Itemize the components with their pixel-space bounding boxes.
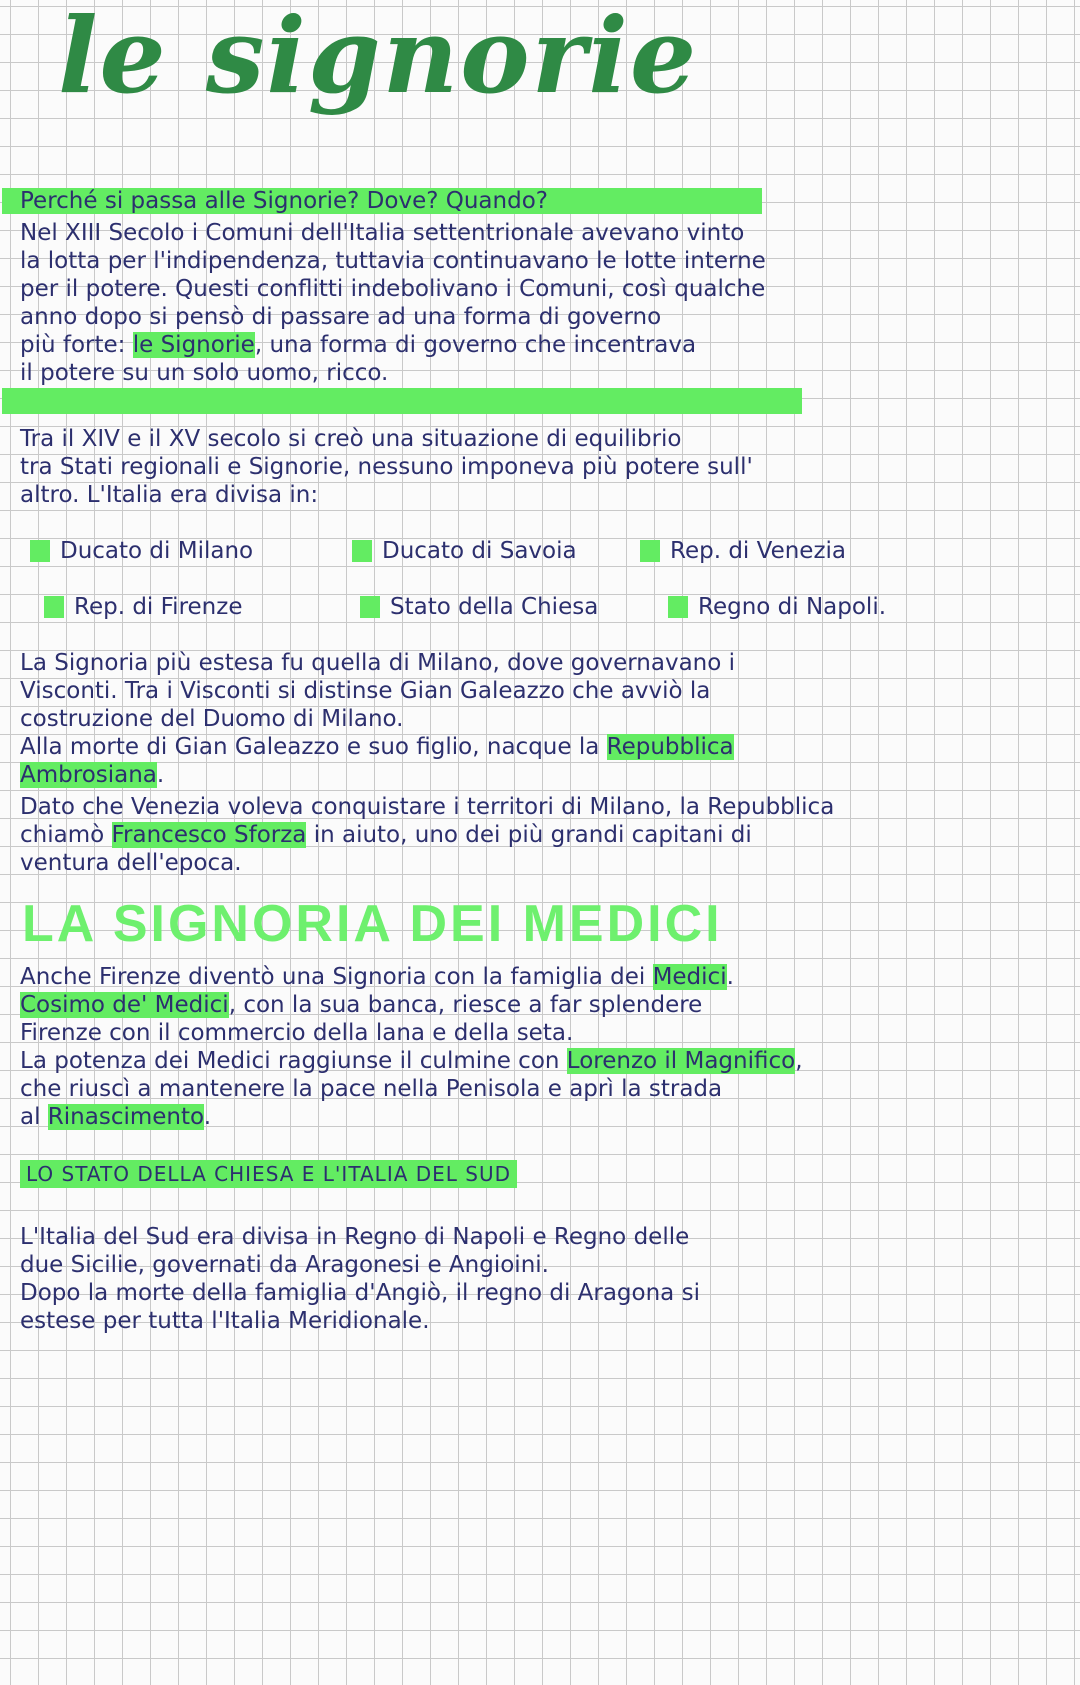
state-item: Ducato di Milano: [30, 538, 253, 564]
sud-line-3: Dopo la morte della famiglia d'Angiò, il regno di Aragona si: [20, 1280, 700, 1306]
milano-line-8: ventura dell'epoca.: [20, 850, 242, 876]
intro-line-5: più forte: le Signorie, una forma di governo che incentrava: [20, 332, 697, 358]
medici-line-6: al Rinascimento.: [20, 1104, 211, 1130]
signorie-highlight: le Signorie: [132, 332, 255, 358]
medici-line-4: La potenza dei Medici raggiunse il culmine con Lorenzo il Magnifico,: [20, 1048, 803, 1074]
ambrosiana-highlight: Ambrosiana: [20, 762, 157, 788]
divider-highlight: [2, 388, 802, 414]
sforza-highlight: Francesco Sforza: [111, 822, 307, 848]
state-item: Regno di Napoli.: [668, 594, 886, 620]
medici-line-5: che riuscì a mantenere la pace nella Penisola e aprì la strada: [20, 1076, 723, 1102]
milano-line-5: Ambrosiana.: [20, 762, 165, 788]
repubblica-highlight: Repubblica: [606, 734, 734, 760]
green-square-icon: [44, 596, 64, 618]
milano-line-1: La Signoria più estesa fu quella di Milano, dove governavano i: [20, 650, 736, 676]
lorenzo-highlight: Lorenzo il Magnifico: [566, 1048, 796, 1074]
state-item: Ducato di Savoia: [352, 538, 577, 564]
state-item: Rep. di Firenze: [44, 594, 242, 620]
sud-line-4: estese per tutta l'Italia Meridionale.: [20, 1308, 430, 1334]
state-item: Stato della Chiesa: [360, 594, 598, 620]
medici-line-3: Firenze con il commercio della lana e della seta.: [20, 1020, 574, 1046]
green-square-icon: [30, 540, 50, 562]
equilibrio-line-2: tra Stati regionali e Signorie, nessuno imponeva più potere sull': [20, 454, 753, 480]
sud-heading: LO STATO DELLA CHIESA E L'ITALIA DEL SUD: [20, 1160, 517, 1188]
milano-line-6: Dato che Venezia voleva conquistare i territori di Milano, la Repubblica: [20, 794, 835, 820]
intro-line-1: Nel XIII Secolo i Comuni dell'Italia settentrionale avevano vinto: [20, 220, 745, 246]
cosimo-highlight: Cosimo de' Medici: [20, 992, 229, 1018]
rinascimento-highlight: Rinascimento: [47, 1104, 204, 1130]
milano-line-7: chiamò Francesco Sforza in aiuto, uno dei più grandi capitani di: [20, 822, 752, 848]
equilibrio-line-1: Tra il XIV e il XV secolo si creò una situazione di equilibrio: [20, 426, 682, 452]
milano-line-3: costruzione del Duomo di Milano.: [20, 706, 404, 732]
intro-line-2: la lotta per l'indipendenza, tuttavia continuavano le lotte interne: [20, 248, 766, 274]
intro-line-3: per il potere. Questi conflitti indebolivano i Comuni, così qualche: [20, 276, 766, 302]
green-square-icon: [352, 540, 372, 562]
milano-line-4: Alla morte di Gian Galeazzo e suo figlio, nacque la Repubblica: [20, 734, 734, 760]
sud-line-1: L'Italia del Sud era divisa in Regno di Napoli e Regno delle: [20, 1224, 690, 1250]
medici-line-2: Cosimo de' Medici, con la sua banca, riesce a far splendere: [20, 992, 703, 1018]
milano-line-2: Visconti. Tra i Visconti si distinse Gian Galeazzo che avviò la: [20, 678, 711, 704]
sud-line-2: due Sicilie, governati da Aragonesi e Angioini.: [20, 1252, 549, 1278]
state-item: Rep. di Venezia: [640, 538, 846, 564]
question-heading: Perché si passa alle Signorie? Dove? Quando?: [20, 188, 548, 214]
medici-heading: LA SIGNORIA DEI MEDICI: [22, 895, 723, 953]
intro-line-6: il potere su un solo uomo, ricco.: [20, 360, 389, 386]
medici-highlight: Medici: [652, 964, 727, 990]
green-square-icon: [640, 540, 660, 562]
green-square-icon: [668, 596, 688, 618]
page-title: le signorie: [58, 0, 699, 117]
green-square-icon: [360, 596, 380, 618]
intro-line-4: anno dopo si pensò di passare ad una forma di governo: [20, 304, 662, 330]
medici-line-1: Anche Firenze diventò una Signoria con la famiglia dei Medici.: [20, 964, 734, 990]
equilibrio-line-3: altro. L'Italia era divisa in:: [20, 482, 319, 508]
